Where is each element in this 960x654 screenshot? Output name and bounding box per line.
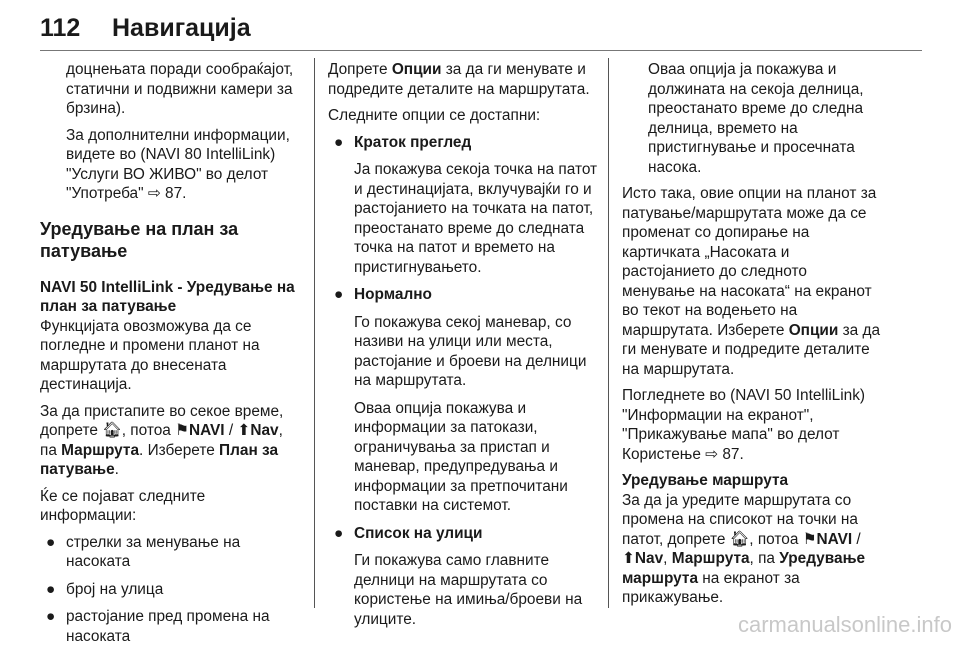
text: , па	[40, 422, 283, 459]
text: , потоа	[749, 530, 803, 548]
column-divider	[608, 58, 609, 608]
home-icon: 🏠︎	[102, 422, 122, 439]
text: Допрете	[328, 61, 392, 78]
list-item-text: растојание пред промена на насоката	[66, 608, 270, 645]
list-item	[40, 607, 302, 646]
period: .	[114, 461, 119, 478]
page-ref-icon: ⇨	[705, 445, 719, 463]
text: , потоа	[121, 422, 176, 439]
subheading: Уредување маршрута	[622, 472, 789, 489]
column-2	[328, 60, 598, 637]
text: . Изберете	[139, 441, 220, 459]
text: За дополнителни информации, видете во (NAVI 80 IntelliLink) "Услуги ВО ЖИВО" во делот "Употреба"	[66, 126, 290, 202]
column-1	[40, 60, 302, 654]
route-label: Маршрута	[671, 550, 750, 567]
page-ref-icon: ⇨	[147, 185, 161, 202]
paragraph: Следните опции се достапни:	[328, 107, 541, 124]
list-item	[328, 133, 598, 278]
bullet-icon: ●	[46, 533, 56, 551]
paragraph	[40, 126, 302, 204]
header-rule	[40, 50, 922, 51]
nav-arrow-icon: ⬆	[622, 550, 635, 567]
nav-label: Nav	[634, 550, 664, 567]
list-item-text: број на улица	[66, 580, 164, 598]
bullet-icon: ●	[334, 133, 344, 151]
watermark: carmanualsonline.info	[737, 612, 952, 637]
option-description: Ја покажува секоја точка на патот и дестинацијата, вклучувајќи го и растојанието на точката на патот, преостанато време до следната точка на патот и времето на пристигнувањето.	[354, 161, 598, 276]
list-item	[40, 533, 302, 572]
nav-label: Nav	[250, 422, 279, 439]
page-title: Навигација	[112, 14, 251, 42]
text: за да ги менувате и подредите деталите на маршрутата.	[622, 321, 881, 378]
paragraph: доцнењата поради сообраќајот, статични и подвижни камери за брзина).	[66, 61, 294, 117]
text: Погледнете во (NAVI 50 IntelliLink) "Информации на екранот", "Прикажување мапа" во делот Користење	[622, 387, 866, 463]
option-title: Список на улици	[354, 524, 483, 542]
text: ,	[663, 550, 672, 567]
trip-plan-label: План за патување	[40, 441, 279, 478]
paragraph: Оваа опција ја покажува и должината на секоја делница, преостанато време до следна делница, времето на пристигнување и просечната насока.	[648, 61, 864, 176]
text: 87.	[160, 185, 187, 202]
paragraph	[40, 402, 302, 480]
option-description: Ги покажува само главните делници на маршрутата со користење на имиња/броеви на улиците.	[354, 552, 583, 628]
slash: /	[852, 530, 861, 548]
paragraph	[328, 60, 598, 99]
navi-label: NAVI	[816, 530, 853, 548]
options-label: Опции	[391, 61, 442, 78]
list-item	[328, 524, 598, 630]
slash: /	[224, 422, 238, 439]
options-label: Опции	[788, 321, 839, 339]
section-heading: Уредување на план за патување	[40, 218, 239, 261]
bullet-icon: ●	[46, 580, 56, 598]
info-list	[40, 533, 302, 647]
text: на екранот за прикажување.	[622, 569, 800, 606]
flag-icon: ⚑	[802, 530, 817, 548]
option-description: Го покажува секој маневар, со називи на улици или места, растојание и броеви на делници на маршрутата.	[354, 313, 587, 389]
home-icon: 🏠︎	[729, 530, 750, 548]
text: за да ги менувате и подредите деталите на маршрутата.	[328, 61, 590, 98]
bullet-icon: ●	[46, 608, 56, 625]
column-3	[622, 60, 884, 615]
paragraph	[622, 184, 884, 379]
navi-label: NAVI	[188, 422, 225, 439]
flag-icon: ⚑	[175, 422, 189, 439]
page-number: 112	[40, 14, 81, 42]
page-header	[40, 14, 920, 48]
list-item-text: стрелки за менување на насоката	[66, 533, 241, 570]
paragraph	[622, 491, 884, 608]
options-list	[328, 133, 598, 630]
list-item	[40, 580, 302, 600]
text: Исто така, овие опции на планот за патување/маршрутата може да се променат со допирање на картичката „Насоката и растојанието до следното менување на насоката“ на екранот во текот на водењето на маршрутата. Изберете	[622, 185, 877, 339]
list-item	[328, 285, 598, 516]
option-title: Краток преглед	[354, 133, 472, 151]
edit-route-label: Уредување маршрута	[622, 550, 866, 587]
text: , па	[749, 550, 780, 567]
route-label: Маршрута	[61, 441, 140, 459]
text: За да ја уредите маршрутата со промена на списокот на точки на патот, допрете	[622, 491, 858, 548]
column-divider	[314, 58, 315, 608]
text: За да пристапите во секое време, допрете	[40, 402, 284, 439]
text: 87.	[718, 445, 744, 463]
nav-arrow-icon: ⬆	[237, 422, 251, 439]
paragraph	[622, 386, 884, 464]
paragraph: Ќе се појават следните информации:	[40, 487, 206, 524]
bullet-icon: ●	[334, 524, 344, 542]
paragraph: Функцијата овозможува да се погледне и промени планот на маршрутата до внесената дестинација.	[40, 317, 260, 393]
option-description: Оваа опција покажува и информации за патокази, ограничувања за пристап и маневар, предупредувања и информации за претпочитани поставки на системот.	[354, 399, 568, 514]
bullet-icon: ●	[334, 286, 344, 303]
option-title: Нормално	[354, 286, 432, 303]
subheading: NAVI 50 IntelliLink - Уредување на план за патување	[40, 278, 295, 315]
